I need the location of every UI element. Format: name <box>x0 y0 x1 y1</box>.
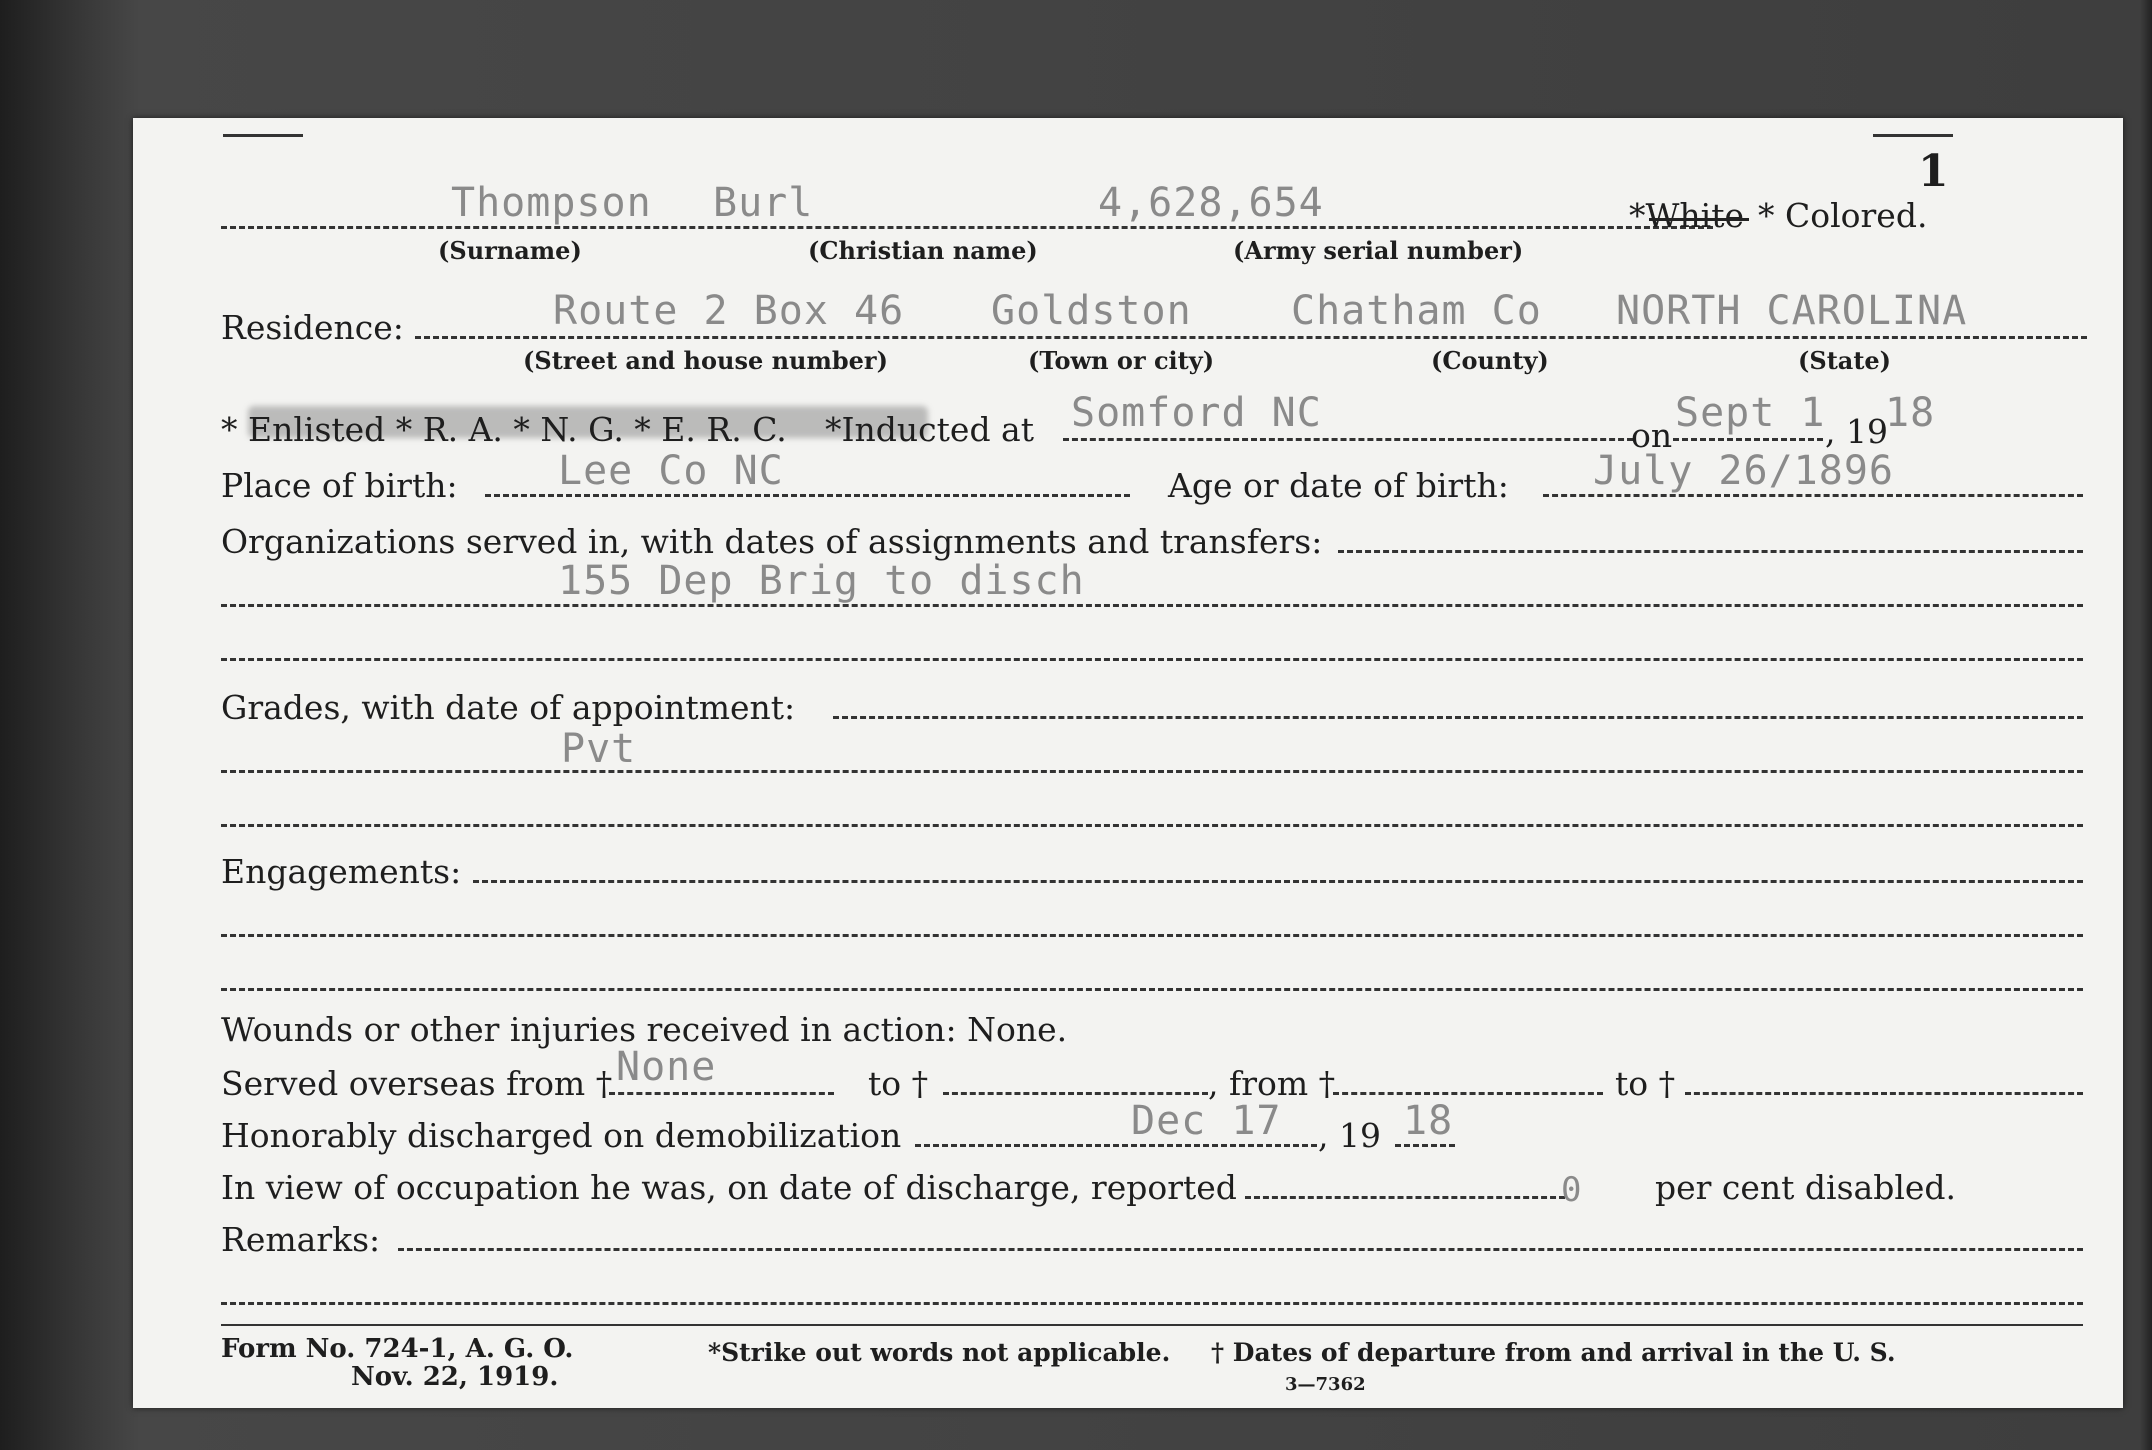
engagements-line-3 <box>221 988 2083 991</box>
form-number: Form No. 724-1, A. G. O. <box>221 1334 574 1364</box>
grades-value: Pvt <box>561 726 637 772</box>
residence-label: Residence: <box>221 308 404 347</box>
service-record-card <box>133 118 2123 1408</box>
footer-rule <box>221 1324 2083 1326</box>
organizations-label: Organizations served in, with dates of assignments and transfers: <box>221 522 1323 561</box>
inducted-line <box>1063 438 1633 441</box>
street-caption: (Street and house number) <box>523 346 888 375</box>
form-date: Nov. 22, 1919. <box>351 1362 559 1392</box>
overseas-to-label: to † <box>868 1064 929 1103</box>
overseas-from-line <box>609 1092 834 1095</box>
engagements-line-1 <box>473 880 2083 883</box>
county-caption: (County) <box>1431 346 1549 375</box>
town-value: Goldston <box>991 288 1192 334</box>
town-caption: (Town or city) <box>1028 346 1215 375</box>
discharge-year-line <box>1395 1144 1455 1147</box>
enlistment-options: * Enlisted * R. A. * N. G. * E. R. C. <box>221 410 787 449</box>
place-of-birth-value: Lee Co NC <box>558 448 784 494</box>
remarks-line-2 <box>221 1302 2083 1305</box>
per-cent-disabled-label: per cent disabled. <box>1655 1168 1957 1207</box>
engagements-line-2 <box>221 934 2083 937</box>
state-caption: (State) <box>1798 346 1892 375</box>
year-prefix: , 19 <box>1825 412 1888 451</box>
date-of-birth-line <box>1543 494 2083 497</box>
inducted-at-label: *Inducted at <box>825 410 1034 449</box>
dates-note: † Dates of departure from and arrival in the U. S. <box>1211 1338 1896 1367</box>
card-number: 1 <box>1918 146 1949 197</box>
induction-date-line <box>1673 438 1823 441</box>
county-value: Chatham Co <box>1291 288 1542 334</box>
induction-date-value: Sept 1 <box>1675 390 1826 436</box>
name-line <box>221 226 1713 229</box>
grades-line-3 <box>221 824 2083 827</box>
date-of-birth-label: Age or date of birth: <box>1168 466 1509 505</box>
induction-year-value: 18 <box>1885 390 1936 436</box>
grades-line-1 <box>833 716 2083 719</box>
overseas-from2-label: , from † <box>1208 1064 1336 1103</box>
discharge-year-prefix: , 19 <box>1318 1116 1381 1155</box>
on-label: on <box>1631 416 1673 455</box>
remarks-line-1 <box>398 1248 2083 1251</box>
organizations-line-2 <box>221 604 2083 607</box>
top-left-rule <box>223 134 303 137</box>
surname-caption: (Surname) <box>438 236 582 265</box>
place-of-birth-line <box>485 494 1130 497</box>
engagements-label: Engagements: <box>221 852 462 891</box>
inducted-place-value: Somford NC <box>1071 390 1322 436</box>
street-value: Route 2 Box 46 <box>553 288 905 334</box>
overseas-from-value: None <box>616 1044 717 1090</box>
discharge-date-line <box>915 1144 1317 1147</box>
strike-note: *Strike out words not applicable. <box>708 1338 1171 1367</box>
disability-value: 0 <box>1561 1170 1583 1210</box>
date-of-birth-value: July 26/1896 <box>1593 448 1894 494</box>
overseas-from-label: Served overseas from † <box>221 1064 613 1103</box>
wounds-label: Wounds or other injuries received in action: None. <box>221 1010 1068 1049</box>
organizations-line-1 <box>1338 550 2083 553</box>
disability-line <box>1245 1196 1565 1199</box>
organizations-line-3 <box>221 658 2083 661</box>
discharged-label: Honorably discharged on demobilization <box>221 1116 902 1155</box>
white-asterisk: * <box>1629 196 1646 235</box>
print-code: 3—7362 <box>1285 1374 1366 1395</box>
white-label: White <box>1645 196 1745 235</box>
white-strikeout <box>1649 218 1749 221</box>
organizations-value: 155 Dep Brig to disch <box>558 558 1085 604</box>
overseas-to2-label: to † <box>1615 1064 1676 1103</box>
overseas-to-line <box>943 1092 1208 1095</box>
grades-label: Grades, with date of appointment: <box>221 688 796 727</box>
top-right-rule <box>1873 134 1953 137</box>
colored-label: * Colored. <box>1758 196 1928 235</box>
grades-line-2 <box>221 770 2083 773</box>
overseas-from2-line <box>1333 1092 1603 1095</box>
christian-name-caption: (Christian name) <box>808 236 1038 265</box>
discharge-date-value: Dec 17 <box>1131 1098 1282 1144</box>
discharge-year-value: 18 <box>1403 1098 1454 1144</box>
surname-value: Thompson <box>451 180 652 226</box>
remarks-label: Remarks: <box>221 1220 381 1259</box>
state-value: NORTH CAROLINA <box>1616 288 1968 334</box>
white-option <box>1629 196 1744 235</box>
christian-name-value: Burl <box>713 180 814 226</box>
army-serial-caption: (Army serial number) <box>1233 236 1524 265</box>
overseas-to2-line <box>1685 1092 2083 1095</box>
place-of-birth-label: Place of birth: <box>221 466 458 505</box>
residence-line <box>415 336 2087 339</box>
army-serial-value: 4,628,654 <box>1098 180 1324 226</box>
disability-label: In view of occupation he was, on date of discharge, reported <box>221 1168 1237 1207</box>
